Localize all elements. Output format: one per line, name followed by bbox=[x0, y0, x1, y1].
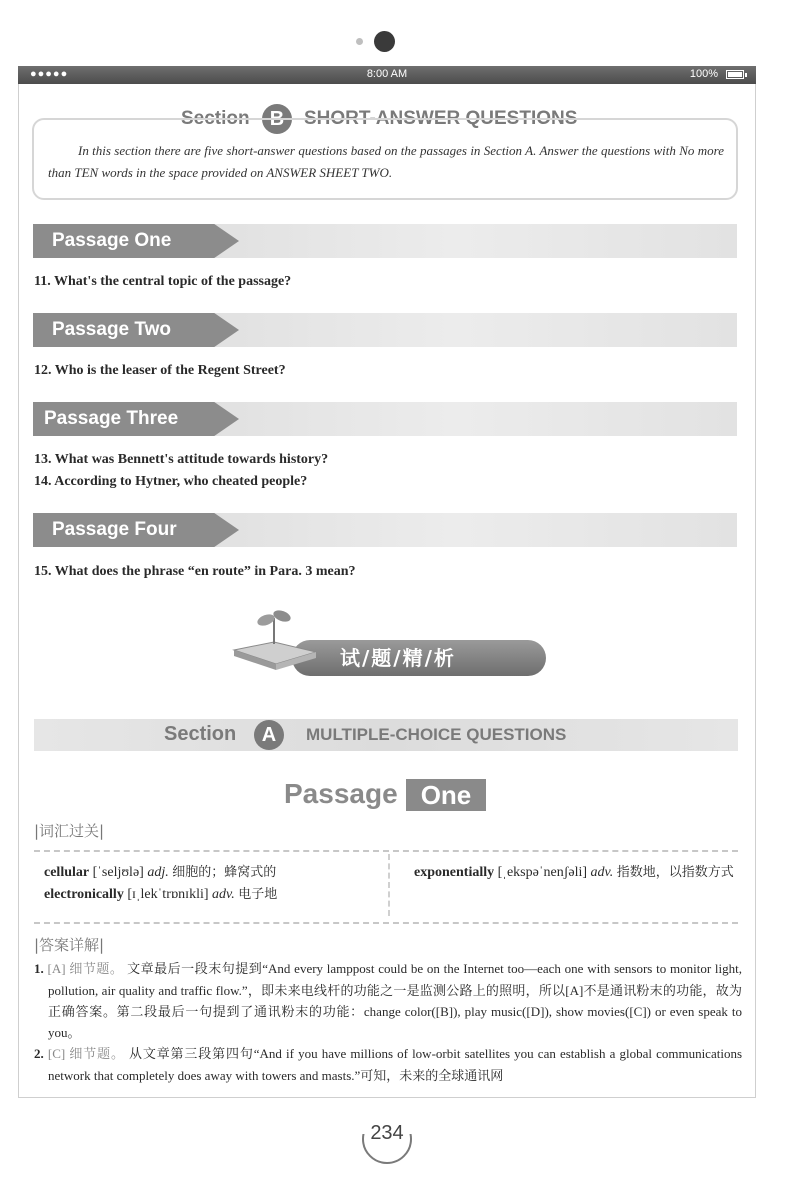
battery-icon bbox=[726, 70, 744, 79]
answer-item: 1. [A] 细节题。 文章最后一段末句提到“And every lamppost could be on the Internet too—each one with sensors to monitor light, pollution, air quality and traffic flow.”，即未来电线杆的功能之一是监测公路上的照明，所以[A]不是通讯粉末的功能，故为正确答案。第二段最后一句提到了通讯粉末的功能：change color([B]), play music([D]), show movies([C]) or even speak to you。 bbox=[34, 961, 742, 1040]
status-bar bbox=[18, 66, 756, 84]
passage-heading-word: Passage bbox=[284, 778, 398, 809]
camera-dot bbox=[374, 31, 395, 52]
book-sprout-icon bbox=[230, 604, 320, 674]
vocab-label: |词汇过关| bbox=[34, 822, 105, 840]
page-number: 234 bbox=[370, 1122, 404, 1144]
question-12: 12. Who is the leaser of the Regent Street? bbox=[34, 363, 286, 378]
passage-four-label: Passage Four bbox=[52, 519, 177, 540]
passage-one-label: Passage One bbox=[52, 230, 172, 251]
signal-icon: ●●●●● bbox=[30, 68, 69, 80]
question-15: 15. What does the phrase “en route” in Para. 3 mean? bbox=[34, 564, 356, 579]
section-b-letter: B bbox=[262, 104, 292, 134]
instructions-text: In this section there are five short-answer questions based on the passages in Section A. Answer the questions with No more than TEN words in the space provided on ANSWER SHEET TWO. bbox=[48, 143, 724, 180]
section-a-letter: A bbox=[254, 720, 284, 750]
passage-heading-number: One bbox=[406, 779, 486, 811]
vocab-item: exponentially [ˌekspəˈnenʃəli] adv. 指数地，以指数方式 bbox=[414, 865, 734, 880]
section-b-title: SHORT-ANSWER QUESTIONS bbox=[304, 108, 578, 129]
question-11: 11. What's the central topic of the passage? bbox=[34, 274, 292, 289]
passage-two-label: Passage Two bbox=[52, 319, 171, 340]
question-14: 14. According to Hytner, who cheated people? bbox=[34, 474, 308, 489]
section-a-word: Section bbox=[164, 723, 237, 745]
vocab-divider bbox=[388, 854, 390, 916]
passage-three-label: Passage Three bbox=[44, 408, 179, 429]
status-time: 8:00 AM bbox=[366, 68, 408, 80]
vocab-item: cellular [ˈseljʊlə] adj. 细胞的；蜂窝式的 bbox=[44, 865, 277, 880]
section-a-title: MULTIPLE-CHOICE QUESTIONS bbox=[306, 725, 567, 744]
question-13: 13. What was Bennett's attitude towards history? bbox=[34, 452, 329, 467]
camera-dot-small bbox=[356, 38, 363, 45]
answer-label: |答案详解| bbox=[34, 936, 105, 954]
vocab-item: electronically [ɪˌlekˈtrɒnɪkli] adv. 电子地 bbox=[44, 887, 278, 902]
device-screen bbox=[18, 66, 756, 1098]
battery-percent: 100% bbox=[689, 68, 718, 80]
answer-item: 2. [C] 细节题。 从文章第三段第四句“And if you have millions of low-orbit satellites you can establish a global communications network that completely does away with towers and masts.”可知，未来的全球通讯网 bbox=[34, 1046, 743, 1083]
section-b-word: Section bbox=[181, 108, 250, 129]
analysis-banner-text: 试/题/精/析 bbox=[340, 646, 456, 670]
